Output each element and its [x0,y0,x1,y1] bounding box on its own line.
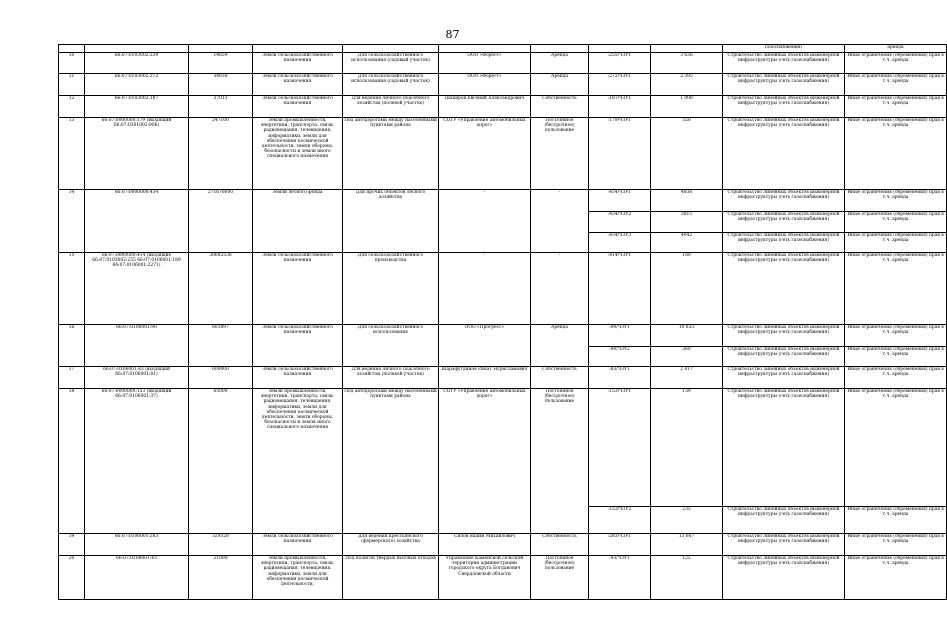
cell-zone-area: 4042 [651,233,723,253]
cell-number: 20 [59,556,85,600]
cell-purpose: Строительство линейных объектов инженерной инфраструктуры (сеть газоснабжения) [723,190,845,212]
cell-zone-area: 3 636 [651,53,723,74]
cell-zone-area: 13 667 [651,534,723,556]
cell-cadastral-number: 66:07:0106001:43 [85,556,189,600]
cell-area: 34658 [189,74,253,96]
cell-owner: ООО «Форест» [439,53,531,74]
cell-restriction: Иные ограничения (обременения) прав в т.ч. аренда [845,53,947,74]
cell-right-type: Аренда [531,53,589,74]
cell-purpose: Строительство линейных объектов инженерной инфраструктуры (сеть газоснабжения) [723,367,845,389]
table-row [59,190,947,212]
cell-number: 11 [59,74,85,96]
cell-area: 14659 [189,53,253,74]
cell-cadastral-number: 66:07:0106001:90 [85,325,189,367]
cell-cadastral-number: 66:07:0103002:272 [85,74,189,96]
cell-zone-area: 2 417 [651,367,723,389]
cell-area: 329328 [189,534,253,556]
cell-owner: Управление Каменской сельской территории администрации городского округа Богданович Свердловской области [439,556,531,600]
cell-owner: Шарафутдинов Ринат Нурисламович [439,367,531,389]
cell-zone-area: 122 [651,556,723,600]
cell-category: Земли сельскохозяйственного назначения [253,253,343,325]
cell-restriction: Иные ограничения (обременения) прав в т.ч. аренда [845,212,947,233]
cell-purpose: Строительство линейных объектов инженерной инфраструктуры (сеть газоснабжения) [723,233,845,253]
cell-category: Земли сельскохозяйственного назначения [253,74,343,96]
cell-restriction: Иные ограничения (обременения) прав в т.ч. аренда [845,233,947,253]
cell-restriction: Иные ограничения (обременения) прав в т.ч. аренда [845,74,947,96]
cell-restriction: Иные ограничения (обременения) прав в т.ч. аренда [845,325,947,347]
cell-right-type: Аренда [531,325,589,367]
cell-cadastral-number: 66:07:0000000:179 (входящий 66:07:0301002:906) [85,118,189,190]
cell-purpose: Строительство линейных объектов инженерной инфраструктуры (сеть газоснабжения) [723,325,845,347]
cell-owner: ООО «Форест» [439,74,531,96]
cell-area: 37013 [189,96,253,118]
table-row [59,74,947,96]
cell-permitted-use: Для сельскохозяйственного использования (садовый участок) [343,53,439,74]
cell-permitted-use: Для прочих объектов лесного хозяйства [343,190,439,253]
cell-zone: :153/ЧЗУ1 [589,389,651,507]
table-row [59,325,947,347]
cell-number: 18 [59,389,85,534]
cell-cadastral-number: 66:07:0106001:283 [85,534,189,556]
cell-number: 16 [59,325,85,367]
cell-purpose: Строительство линейных объектов инженерной инфраструктуры (сеть газоснабжения) [723,389,845,507]
cell-cadastral-number: 66:07:0000000:434 [85,190,189,253]
cell-zone: :83/ЧЗУ1 [589,367,651,389]
cell-owner: - [439,190,531,253]
table-row [59,118,947,190]
cell-restriction: Иные ограничения (обременения) прав в т.ч. аренда [845,534,947,556]
cell-zone-area: 139 [651,389,723,507]
cell-purpose: Строительство линейных объектов инженерной инфраструктуры (сеть газоснабжения) [723,347,845,367]
table-row [59,96,947,118]
cell-area: 30682536 [189,253,253,325]
cell-cadastral-number: 66:07:0103002:239 [85,53,189,74]
cell-zone-area: 2 395 [651,74,723,96]
cell-zone-area: 10 833 [651,325,723,347]
cell-area: 21000 [189,556,253,600]
cell-permitted-use: Для ведения личного подсобного хозяйства (полевой участок) [343,367,439,389]
cell-zone-area: 180 [651,253,723,325]
cell-category: Земли сельскохозяйственного назначения [253,53,343,74]
table-row [59,253,947,325]
land-plots-table [58,44,947,600]
cell-zone: :43/ЧЗУ1 [589,556,651,600]
table-row [59,389,947,507]
cell-permitted-use: Под автодорогами между населенными пунктами района [343,118,439,190]
cell-cadastral-number: 66:07:0106001:83 (входящий 66:07:0106001:81) [85,367,189,389]
cell-owner: СОГУ «Управление автомобильных дорог» [439,389,531,534]
cell-area: 600000 [189,367,253,389]
cell-number: 17 [59,367,85,389]
cell-permitted-use: Под полигон твердых бытовых отходов [343,556,439,600]
cell-cadastral-number: 66:07:0000000:414 (входящие 66:07:0103002:255 66:07:0106001:189 66:07:0106001:2271) [85,253,189,325]
cell-category: Земли промышленности, энергетики, транспорта, связи, радиовещания, телевидения, информатики, земли для обеспечения космической деятельности, [253,556,343,600]
cell-permitted-use: Для ведения личного подсобного хозяйства (полевой участок) [343,96,439,118]
cell-permitted-use: Для сельскохозяйственного производства [343,253,439,325]
cell-restriction: Иные ограничения (обременения) прав в т.ч. аренда [845,389,947,507]
cell-right-type: - [531,190,589,253]
cell-purpose: Строительство линейных объектов инженерной инфраструктуры (сеть газоснабжения) [723,534,845,556]
cell-category: Земли лесного фонда [253,190,343,253]
cell-owner: ООО «Прогресс» [439,325,531,367]
cell-number: 15 [59,253,85,325]
cell-purpose: Строительство линейных объектов инженерной инфраструктуры (сеть газоснабжения) [723,118,845,190]
cell-zone: :272/ЧЗУ1 [589,74,651,96]
cell-right-type: Собственность [531,534,589,556]
cell-purpose: Строительство линейных объектов инженерной инфраструктуры (сеть газоснабжения) [723,507,845,534]
cell-purpose: Строительство линейных объектов инженерной инфраструктуры (сеть газоснабжения) [723,53,845,74]
cell-zone-area: 1 008 [651,96,723,118]
cell-zone: :90/ЧЗУ1 [589,325,651,347]
cell-right-type: Аренда [531,74,589,96]
cell-permitted-use: Для сельскохозяйственного использования (садовый участок) [343,74,439,96]
cell-zone: :179/ЧЗУ1 [589,118,651,190]
cell-zone: :283/ЧЗУ1 [589,534,651,556]
cell-restriction: Иные ограничения (обременения) прав в т.ч. аренда [845,190,947,212]
cell-zone-area: 360 [651,347,723,367]
table-row [59,53,947,74]
cell-area: 247100 [189,118,253,190]
table-row [59,367,947,389]
cell-zone: :255/ЧЗУ1 [589,53,651,74]
cell-permitted-use: Для сельскохозяйственного использования [343,325,439,367]
cell-purpose: Строительство линейных объектов инженерной инфраструктуры (сеть газоснабжения) [723,253,845,325]
cell-zone: :434/ЧЗУ1 [589,190,651,212]
cell-owner: СОГУ «Управление автомобильных дорог» [439,118,531,190]
cell-restriction: Иные ограничения (обременения) прав в т.ч. аренда [845,118,947,190]
cell-number: 14 [59,190,85,253]
cell-zone-area: 320 [651,118,723,190]
cell-zone: :187/ЧЗУ1 [589,96,651,118]
cell-purpose: Строительство линейных объектов инженерной инфраструктуры (сеть газоснабжения) [723,212,845,233]
cell-zone-area: 3815 [651,212,723,233]
cell-restriction: Иные ограничения (обременения) прав в т.ч. аренда [845,96,947,118]
table-row [59,556,947,600]
cell-category: Земли сельскохозяйственного назначения [253,534,343,556]
cell-number: 19 [59,534,85,556]
cell-cadastral-number: 66:07:0103002:187 [85,96,189,118]
cell-restriction: Иные ограничения (обременения) прав в т.ч. аренда [845,507,947,534]
cell-right-type: - [531,253,589,325]
cell-right-type: Собственность [531,96,589,118]
cell-restriction: Иные ограничения (обременения) прав в т.ч. аренда [845,556,947,600]
cell-number: 10 [59,53,85,74]
cell-restriction: Иные ограничения (обременения) прав в т.ч. аренда [845,347,947,367]
cell-zone: :90/ЧЗУ2 [589,347,651,367]
cell-right-type: Собственность [531,367,589,389]
cell-number: 12 [59,96,85,118]
cell-category: Земли сельскохозяйственного назначения [253,325,343,367]
cell-category: Земли сельскохозяйственного назначения [253,367,343,389]
cell-restriction: Иные ограничения (обременения) прав в т.ч. аренда [845,367,947,389]
cell-category: Земли сельскохозяйственного назначения [253,96,343,118]
cell-restriction: аренда [845,45,947,53]
cell-purpose: Строительство линейных объектов инженерной инфраструктуры (сеть газоснабжения) [723,74,845,96]
cell-category: Земли промышленности, энергетики, транспорта, связи, радиовещания, телевидения, информатики, земли для обеспечения космической деятельности, земли обороны, безопасности и земли иного специального назначения [253,389,343,534]
cell-purpose: Строительство линейных объектов инженерной инфраструктуры (сеть газоснабжения) [723,556,845,600]
cell-cadastral-number: 66:07:0000000:153 (входящий 66:07:0106001:37) [85,389,189,534]
cell-right-type: Постоянное (бессрочное) пользование [531,389,589,534]
cell-zone-area: 4838 [651,190,723,212]
cell-owner: Силов Вадим Михайлович [439,534,531,556]
cell-zone: :434/ЧЗУ2 [589,212,651,233]
cell-number: 13 [59,118,85,190]
table-row [59,534,947,556]
cell-permitted-use: Для ведения крестьянского (фермерского) хозяйства [343,534,439,556]
cell-owner: Шакиров Евгений Александрович [439,96,531,118]
cell-zone: :153/ЧЗУ2 [589,507,651,534]
cell-zone: :434/ЧЗУ3 [589,233,651,253]
cell-purpose: Строительство линейных объектов инженерной инфраструктуры (сеть газоснабжения) [723,96,845,118]
cell-permitted-use: Под автодорогами между населенными пунктами района [343,389,439,534]
cell-owner: - [439,253,531,325]
cell-right-type: Постоянное (бессрочное) пользование [531,556,589,600]
cell-area: 601897 [189,325,253,367]
cell-right-type: Постоянное (бессрочное) пользование [531,118,589,190]
cell-zone-area: 235 [651,507,723,534]
cell-area: 271676000 [189,190,253,253]
cell-restriction: Иные ограничения (обременения) прав в т.ч. аренда [845,253,947,325]
cell-category: Земли промышленности, энергетики, транспорта, связи, радиовещания, телевидения, информатики, земли для обеспечения космической деятельности, земли обороны, безопасности и земли иного специального назначения [253,118,343,190]
cell-purpose: газоснабжения) [723,45,845,53]
cell-area: 65000 [189,389,253,534]
cell-zone: :414/ЧЗУ1 [589,253,651,325]
page-number: 87 [445,28,460,41]
